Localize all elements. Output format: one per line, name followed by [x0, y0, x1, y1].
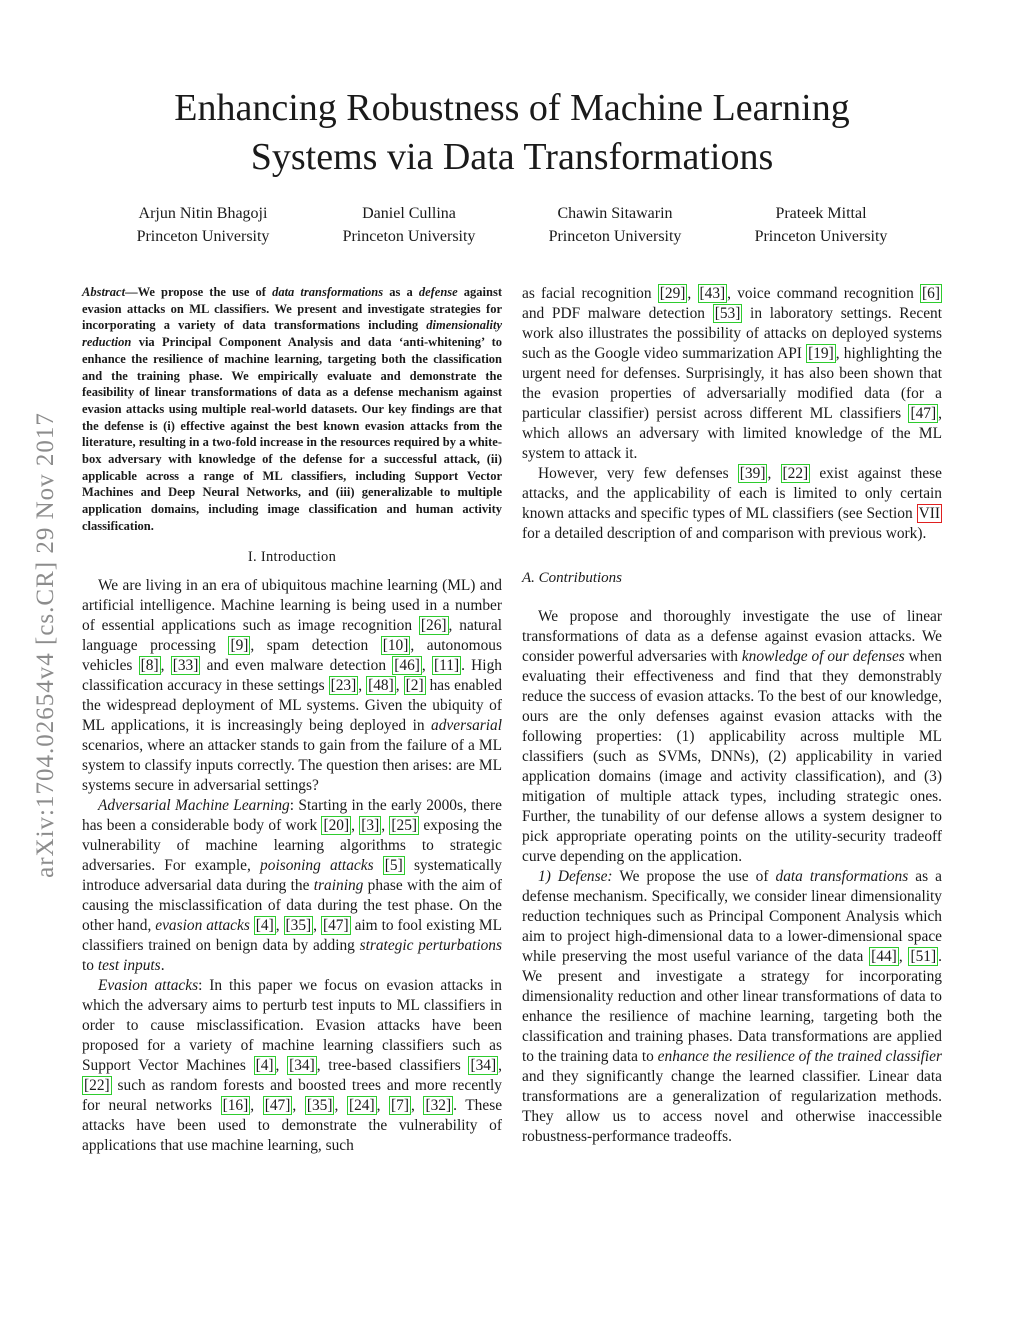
text: scenarios, where an attacker stands to gain from the failure of a ML system to classify inputs correctly. The question then arises: are ML systems secure in adversarial settings? [82, 736, 502, 794]
text: , [351, 816, 360, 834]
citation-link[interactable]: [4] [255, 916, 274, 934]
citation-link[interactable]: [44] [871, 948, 897, 965]
citation-link[interactable]: [33] [172, 656, 199, 674]
text: has enabled the widespread deployment of ML systems. Given the ubiquity of ML applications, it is increasingly being deployed in [82, 676, 502, 734]
citation-link[interactable]: [3] [361, 816, 380, 834]
citation-link[interactable]: [47] [264, 1096, 291, 1114]
citation-link[interactable]: [6] [922, 285, 940, 302]
citation-link[interactable]: [11] [434, 656, 460, 674]
text: . High classification accuracy in these settings [82, 656, 502, 694]
citation-link[interactable]: [16] [222, 1096, 249, 1114]
arxiv-identifier [26, 350, 66, 940]
text: to [82, 956, 98, 974]
right-paragraph-1 [522, 284, 942, 464]
emphasis: knowledge of our defenses [741, 648, 905, 665]
text: , voice command recognition [727, 285, 921, 302]
citation-link[interactable]: [35] [285, 916, 312, 934]
citation-link[interactable]: [26] [420, 616, 447, 634]
text: and even malware detection [200, 656, 393, 674]
citation-link[interactable]: [47] [322, 916, 349, 934]
text: . We present and investigate a strategy for incorporating dimensionality reduction and other linear transformations of data to enhance the resilience of machine learning, targeting both the classification and training phases. Data transformations are applied to the training data to [522, 948, 942, 1065]
citation-link[interactable]: [43] [699, 285, 726, 302]
abstract-text: via Principal Component Analysis and data ‘anti-whitening’ to enhance the resilience of machine learning, targeting both the classification and the training phase. We empirically evaluate and demonstrate the feasibility of linear transformations of data as a defense mechanism against evasion attacks using multiple real-world datasets. Our key findings are that the defense is (i) effective against the best known evasion attacks from the literature, resulting in a two-fold increase in the resources required by a white-box adversary with knowledge of the defense for a successful attack, (ii) applicable across a range of ML classifiers, including Support Vector Machines and Deep Neural Networks, and (iii) generalizable to multiple application domains, including image classification and human activity classification. [82, 335, 502, 533]
text: We propose and thoroughly investigate the use of linear transformations of data as a defense against evasion attacks. We consider powerful adversaries with [522, 608, 942, 665]
emphasis: strategic perturbations [359, 936, 502, 954]
author-name: Arjun Nitin Bhagoji [138, 205, 268, 222]
author-affiliation: Princeton University [754, 228, 888, 245]
citation-link[interactable]: [29] [659, 285, 686, 302]
author-name: Daniel Cullina [362, 205, 456, 222]
abstract-text: —We propose the use of [125, 285, 273, 299]
text: , [767, 465, 781, 482]
citation-link[interactable]: [22] [782, 465, 809, 482]
text [374, 857, 383, 874]
author-2 [306, 202, 512, 248]
abstract-text: as a [383, 285, 419, 299]
citation-link[interactable]: [24] [348, 1096, 375, 1114]
text: as facial recognition [522, 285, 658, 302]
text: , [334, 1096, 347, 1114]
section-heading-introduction: I. Introduction [247, 548, 337, 565]
abstract [82, 284, 502, 535]
paragraph-lead: 1) Defense: [538, 868, 613, 885]
author-1 [100, 202, 306, 248]
title-line-2: Systems via Data Transformations [250, 136, 774, 178]
text: , spam detection [250, 636, 381, 654]
citation-link[interactable]: [22] [84, 1076, 110, 1094]
text: . These attacks have been used to demonstrate the vulnerability of applications that use machine learning, such [82, 1096, 503, 1154]
text: , highlighting the urgent need for defenses. Surprisingly, it has also been shown that the evasion properties of adversarially modified data (for a particular classifier) persist across different ML classifiers [522, 345, 943, 422]
abstract-emphasis: data transformations [272, 285, 384, 299]
subsection-heading-contributions: A. Contributions [522, 570, 623, 586]
citation-link[interactable]: [2] [405, 676, 424, 694]
citation-link[interactable]: [7] [391, 1096, 409, 1114]
text: , [411, 1096, 424, 1114]
citation-link[interactable]: [25] [391, 816, 418, 834]
text: phase with the aim of causing the misclassification of data during the test phase. On the other hand, [82, 876, 502, 934]
author-name: Chawin Sitawarin [557, 205, 673, 222]
text: , [687, 285, 698, 302]
text: exposing the vulnerability of machine learning algorithms to strategic adversaries. For example, [82, 816, 503, 874]
citation-link[interactable]: [5] [384, 856, 403, 874]
text: , [376, 1096, 390, 1114]
title-line-1: Enhancing Robustness of Machine Learning [174, 87, 850, 129]
intro-paragraph-1 [82, 576, 502, 796]
citation-link[interactable]: [35] [306, 1096, 333, 1114]
text: . [160, 956, 165, 974]
text: exist against these attacks, and the applicability of each is limited to only certain known attacks and specific types of ML classifiers (see Section [522, 465, 943, 522]
arxiv-label: arXiv:1704.02654v4 [cs.CR] 29 Nov 2017 [32, 412, 59, 878]
citation-link[interactable]: [23] [330, 676, 357, 694]
section-reference-link[interactable]: VII [918, 505, 940, 522]
intro-paragraph-3 [82, 976, 502, 1156]
paragraph-lead: Adversarial Machine Learning [98, 796, 290, 814]
citation-link[interactable]: [20] [323, 816, 350, 834]
author-name: Prateek Mittal [775, 205, 867, 222]
text: as a defense mechanism. Specifically, we consider linear dimensionality reduction techniques such as Principal Component Analysis which aim to project high-dimensional data to a lower-dimensional space while preserving the most useful variance of the data [522, 868, 942, 965]
emphasis: training [313, 876, 364, 894]
citation-link[interactable]: [53] [714, 305, 741, 322]
text: , which allows an adversary with limited knowledge of the ML system to attack it. [522, 405, 942, 462]
emphasis: test inputs [97, 956, 161, 974]
citation-link[interactable]: [8] [140, 656, 159, 674]
text: , [381, 816, 390, 834]
text: systematically introduce adversarial data during the [82, 856, 502, 894]
text: , [292, 1096, 305, 1114]
paragraph-lead: Evasion attacks [98, 976, 199, 994]
text: , [498, 1056, 502, 1074]
text: , [395, 676, 404, 694]
text: aim to fool existing ML classifiers trained on benign data by adding [82, 916, 502, 954]
citation-link[interactable]: [48] [368, 676, 394, 694]
citation-link[interactable]: [10] [382, 636, 409, 654]
citation-link[interactable]: [4] [255, 1056, 274, 1074]
author-affiliation: Princeton University [548, 228, 682, 245]
text: However, very few defenses [538, 465, 738, 482]
abstract-emphasis: defense [418, 285, 458, 299]
text: : In this paper we focus on evasion attacks in which the adversary aims to perturb test inputs to ML classifiers in order to cause misclassification. Evasion attacks have been proposed for a variety of machine learning classifiers such as Support Vector Machines [82, 976, 502, 1074]
author-3 [512, 202, 718, 248]
text: , autonomous vehicles [82, 636, 502, 674]
citation-link[interactable]: [34] [289, 1056, 315, 1074]
text: , [250, 1096, 263, 1114]
citation-link[interactable]: [19] [808, 345, 834, 362]
author-4 [718, 202, 924, 248]
text: when evaluating their effectiveness and find that they demonstrably reduce the success of evasion attacks. To the best of our knowledge, ours are the only defenses against evasion attacks with the following properties: (1) applicability across multiple ML classifiers (such as SVMs, DNNs), (2) applicability in varied application domains (image and activity classification), and (3) mitigation of multiple attack types, including strategic ones. Further, the tunability of our defense allows a system designer to pick appropriate operating points on the utility-security tradeoff curve depending on the application. [522, 648, 943, 865]
emphasis: poisoning attacks [260, 856, 374, 874]
text: , [275, 1056, 288, 1074]
emphasis: adversarial [431, 716, 502, 734]
citation-link[interactable]: [47] [910, 405, 937, 422]
author-affiliation: Princeton University [342, 228, 476, 245]
emphasis: enhance the resilience of the trained classifier [657, 1048, 942, 1065]
citation-link[interactable]: [51] [910, 948, 937, 965]
contributions-paragraph-2 [522, 867, 942, 1147]
text: and they significantly change the learned classifier. Linear data transformations are a generalization of regularization methods. They allow us to access novel and otherwise inaccessible robustness-performance tradeoffs. [522, 1068, 942, 1145]
abstract-text: against evasion attacks on ML classifiers. We present and investigate strategies for incorporating a variety of data transformations including [82, 285, 503, 333]
text: for a detailed description of and comparison with previous work). [522, 525, 927, 542]
text: and PDF malware detection [522, 305, 713, 322]
text: such as random forests and boosted trees and more recently for neural networks [82, 1076, 502, 1114]
author-list [100, 202, 924, 248]
text: , [313, 916, 321, 934]
abstract-label: Abstract [82, 285, 126, 299]
text: : Starting in the early 2000s, there has been a considerable body of work [82, 796, 502, 834]
text: , [358, 676, 367, 694]
citation-link[interactable]: [32] [425, 1096, 452, 1114]
citation-link[interactable]: [9] [230, 636, 249, 654]
citation-link[interactable]: [34] [470, 1056, 497, 1074]
intro-paragraph-2 [82, 796, 502, 976]
text: We are living in an era of ubiquitous machine learning (ML) and artificial intelligence. Machine learning is being used in a number of essential applications such as image recognition [82, 576, 502, 634]
author-affiliation: Princeton University [136, 228, 270, 245]
left-column [82, 284, 502, 1156]
paper-title [100, 84, 924, 182]
emphasis: data transformations [775, 868, 909, 885]
text: , tree-based classifiers [316, 1056, 469, 1074]
text: , [421, 656, 433, 674]
text: , [160, 656, 171, 674]
emphasis: evasion attacks [155, 916, 250, 934]
right-paragraph-2 [522, 464, 942, 544]
right-column [522, 284, 942, 1147]
citation-link[interactable]: [46] [394, 656, 420, 674]
text: , natural language processing [82, 616, 502, 654]
text: , [275, 916, 284, 934]
citation-link[interactable]: [39] [739, 465, 766, 482]
text: We propose the use of [612, 868, 776, 885]
text: , [898, 948, 909, 965]
contributions-paragraph-1 [522, 607, 942, 867]
text: in laboratory settings. Recent work also illustrates the possibility of attacks on deployed systems such as the Google video summarization API [522, 305, 943, 362]
abstract-emphasis: dimensionality reduction [82, 318, 502, 350]
